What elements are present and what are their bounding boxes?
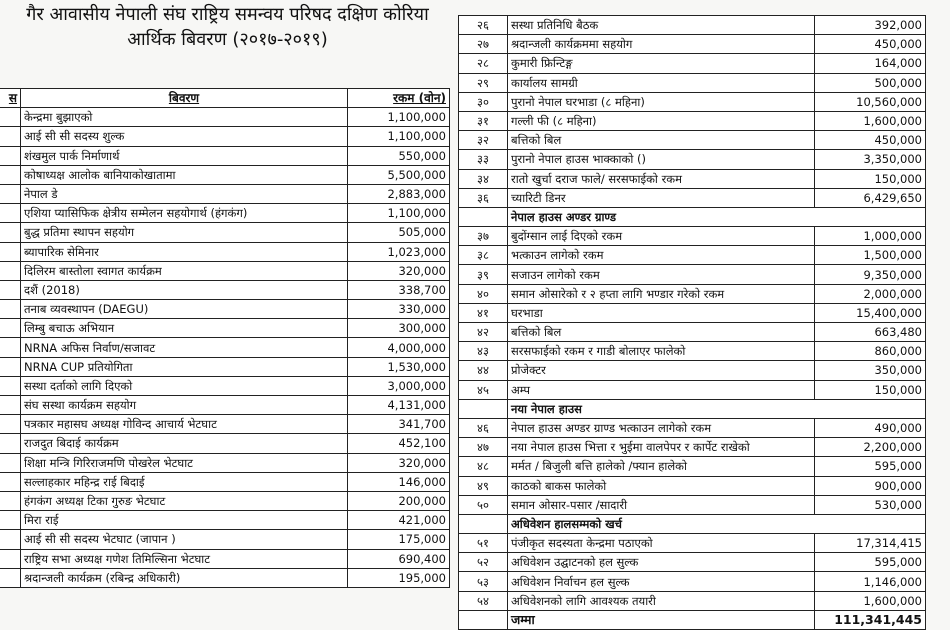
section-header-row [459, 207, 926, 226]
row-amount: 500,000 [815, 73, 926, 92]
section-header-row [459, 514, 926, 533]
row-amount: 450,000 [815, 35, 926, 54]
row-amount: 2,000,000 [815, 284, 926, 303]
row-serial: ३४ [459, 169, 508, 188]
row-description: नेपाल डे [21, 184, 348, 203]
row-serial: ४२ [459, 323, 508, 342]
row-description: समान ओसारेको र २ हप्ता लागि भण्डार गरेको रकम [508, 284, 815, 303]
row-serial: ५३ [459, 572, 508, 591]
row-amount: 320,000 [348, 261, 450, 280]
row-amount: 146,000 [348, 472, 450, 491]
row-serial: ३३ [459, 150, 508, 169]
row-serial [0, 319, 21, 338]
row-description: पंजीकृत सदस्यता केन्द्रमा पठाएको [508, 534, 815, 553]
row-description: कुमारी फ्रिन्टिङ्ग [508, 54, 815, 73]
row-description: काठको बाकस फालेको [508, 476, 815, 495]
row-serial: ३७ [459, 227, 508, 246]
table-row [0, 357, 450, 376]
row-description: गल्ली फी (८ महिना) [508, 111, 815, 130]
table-row [0, 165, 450, 184]
row-amount: 505,000 [348, 223, 450, 242]
row-amount: 320,000 [348, 453, 450, 472]
row-serial [0, 127, 21, 146]
row-amount: 452,100 [348, 434, 450, 453]
row-description: बत्तिको बिल [508, 131, 815, 150]
row-description: अधिवेशनको लागि आवश्यक तयारी [508, 591, 815, 610]
table-row [459, 418, 926, 437]
total-amount: 111,341,445 [815, 610, 926, 629]
row-amount: 330,000 [348, 300, 450, 319]
row-serial: ३९ [459, 265, 508, 284]
table-row [0, 127, 450, 146]
table-row [459, 73, 926, 92]
table-row [459, 572, 926, 591]
row-serial [0, 357, 21, 376]
section-header-row [459, 399, 926, 418]
row-description: राष्ट्रिय सभा अध्यक्ष गणेश तिमिल्सिना भेटघाट [21, 549, 348, 568]
row-amount: 595,000 [815, 457, 926, 476]
table-row [459, 303, 926, 322]
table-row [0, 261, 450, 280]
row-description: सल्लाहकार महिन्द्र राई बिदाई [21, 472, 348, 491]
row-amount: 1,600,000 [815, 591, 926, 610]
row-amount: 175,000 [348, 530, 450, 549]
row-amount: 4,131,000 [348, 396, 450, 415]
total-spacer [459, 610, 508, 629]
row-serial [0, 396, 21, 415]
row-serial: ३६ [459, 188, 508, 207]
table-row [0, 434, 450, 453]
total-row [459, 610, 926, 629]
section-title: नया नेपाल हाउस [508, 399, 926, 418]
row-serial: ४५ [459, 380, 508, 399]
row-serial: ४६ [459, 418, 508, 437]
row-description: श्रदान्जली कार्यक्रममा सहयोग [508, 35, 815, 54]
total-label: जम्मा [508, 610, 815, 629]
table-row [459, 169, 926, 188]
row-description: भत्काउन लागेको रकम [508, 246, 815, 265]
table-row [459, 265, 926, 284]
table-row [459, 246, 926, 265]
row-serial: ३१ [459, 111, 508, 130]
table-row [459, 150, 926, 169]
row-amount: 338,700 [348, 280, 450, 299]
section-title: नेपाल हाउस अण्डर ग्राण्ड [508, 207, 926, 226]
table-row [459, 54, 926, 73]
row-serial [0, 184, 21, 203]
expense-table-left [0, 88, 450, 588]
row-serial [0, 108, 21, 127]
table-row [459, 591, 926, 610]
row-amount: 4,000,000 [348, 338, 450, 357]
table-row [0, 396, 450, 415]
row-serial: ३२ [459, 131, 508, 150]
row-description: लिम्बु बचाऊ अभियान [21, 319, 348, 338]
row-amount: 1,100,000 [348, 204, 450, 223]
row-amount: 1,100,000 [348, 108, 450, 127]
row-serial [0, 146, 21, 165]
row-description: राजदुत बिदाई कार्यक्रम [21, 434, 348, 453]
table-row [0, 453, 450, 472]
row-amount: 150,000 [815, 380, 926, 399]
row-description: सस्था दर्ताको लागि दिएको [21, 376, 348, 395]
row-serial: २७ [459, 35, 508, 54]
table-row [0, 146, 450, 165]
row-amount: 1,530,000 [348, 357, 450, 376]
row-amount: 5,500,000 [348, 165, 450, 184]
row-serial [0, 261, 21, 280]
table-row [0, 415, 450, 434]
row-description: श्रदान्जली कार्यक्रम (रबिन्द्र अधिकारी) [21, 568, 348, 587]
row-description: नया नेपाल हाउस भित्ता र भुईमा वालपेपर र कार्पेट राखेको [508, 438, 815, 457]
row-description: हंगकंग अध्यक्ष टिका गुरुङ भेटघाट [21, 491, 348, 510]
row-description: केन्द्रमा बुझाएको [21, 108, 348, 127]
row-amount: 1,023,000 [348, 242, 450, 261]
table-row [0, 472, 450, 491]
row-amount: 300,000 [348, 319, 450, 338]
row-serial [0, 568, 21, 587]
row-serial [0, 338, 21, 357]
row-serial: ४३ [459, 342, 508, 361]
row-amount: 530,000 [815, 495, 926, 514]
table-row [0, 549, 450, 568]
row-serial [0, 549, 21, 568]
row-description: दिलिरम बास्तोला स्वागत कार्यक्रम [21, 261, 348, 280]
row-amount: 350,000 [815, 361, 926, 380]
row-serial: ५४ [459, 591, 508, 610]
table-row [459, 457, 926, 476]
header-description: बिवरण [21, 89, 348, 108]
row-serial: ५२ [459, 553, 508, 572]
row-amount: 550,000 [348, 146, 450, 165]
table-row [459, 111, 926, 130]
row-description: एशिया प्यासिफिक क्षेत्रीय सम्मेलन सहयोगार्थ (हंगकंग) [21, 204, 348, 223]
table-row [459, 35, 926, 54]
table-row [0, 242, 450, 261]
table-row [0, 204, 450, 223]
row-description: आई सी सी सदस्य भेटघाट (जापान ) [21, 530, 348, 549]
row-serial [0, 453, 21, 472]
row-description: दशैं (2018) [21, 280, 348, 299]
table-row [459, 227, 926, 246]
row-serial [0, 376, 21, 395]
row-serial: २६ [459, 16, 508, 35]
row-serial [0, 204, 21, 223]
table-row [459, 131, 926, 150]
row-amount: 9,350,000 [815, 265, 926, 284]
row-description: पुरानो नेपाल घरभाडा (८ महिना) [508, 92, 815, 111]
row-amount: 6,429,650 [815, 188, 926, 207]
row-serial: ४७ [459, 438, 508, 457]
table-row [459, 380, 926, 399]
row-serial: ४० [459, 284, 508, 303]
row-description: बुदोंग्सान लाई दिएको रकम [508, 227, 815, 246]
table-row [459, 92, 926, 111]
row-serial [0, 434, 21, 453]
document-subtitle: आर्थिक बिवरण (२०१७-२०१९) [127, 29, 328, 50]
row-serial: ३८ [459, 246, 508, 265]
row-description: तनाब व्यवस्थापन (DAEGU) [21, 300, 348, 319]
table-row [0, 300, 450, 319]
row-description: नेपाल हाउस अण्डर ग्राण्ड भत्काउन लागेको रकम [508, 418, 815, 437]
row-amount: 860,000 [815, 342, 926, 361]
row-serial: ३० [459, 92, 508, 111]
row-serial [0, 530, 21, 549]
row-amount: 164,000 [815, 54, 926, 73]
table-row [459, 323, 926, 342]
section-spacer [459, 207, 508, 226]
row-amount: 341,700 [348, 415, 450, 434]
expense-table-right [458, 15, 926, 630]
row-serial [0, 280, 21, 299]
row-description: समान ओसार-पसार /सादारी [508, 495, 815, 514]
row-amount: 595,000 [815, 553, 926, 572]
section-title: अधिवेशन हालसम्मको खर्च [508, 514, 926, 533]
row-amount: 1,100,000 [348, 127, 450, 146]
row-description: सजाउन लागेको रकम [508, 265, 815, 284]
row-serial: ४९ [459, 476, 508, 495]
row-description: मर्मत / बिजुली बत्ति हालेको /फ्यान हालेको [508, 457, 815, 476]
row-serial: ५१ [459, 534, 508, 553]
row-amount: 690,400 [348, 549, 450, 568]
table-header-row [0, 89, 450, 108]
row-amount: 195,000 [348, 568, 450, 587]
row-serial [0, 242, 21, 261]
row-description: बुद्ध प्रतिमा स्थापन सहयोग [21, 223, 348, 242]
row-description: सरसफाईको रकम र गाडी बोलाएर फालेको [508, 342, 815, 361]
row-amount: 900,000 [815, 476, 926, 495]
row-amount: 3,350,000 [815, 150, 926, 169]
row-description: बत्तिको बिल [508, 323, 815, 342]
row-amount: 17,314,415 [815, 534, 926, 553]
row-description: अम्प [508, 380, 815, 399]
row-description: पुरानो नेपाल हाउस भाक्काको () [508, 150, 815, 169]
row-amount: 1,146,000 [815, 572, 926, 591]
row-amount: 490,000 [815, 418, 926, 437]
row-serial [0, 491, 21, 510]
table-row [459, 438, 926, 457]
row-description: आई सी सी सदस्य शुल्क [21, 127, 348, 146]
row-description: रातो खुर्चा दराज फाले/ सरसफाईको रकम [508, 169, 815, 188]
table-row [459, 188, 926, 207]
row-serial: २८ [459, 54, 508, 73]
table-row [0, 491, 450, 510]
row-description: कोषाध्यक्ष आलोक बानियाकोखातामा [21, 165, 348, 184]
row-serial: ४१ [459, 303, 508, 322]
row-serial: २९ [459, 73, 508, 92]
table-row [459, 534, 926, 553]
row-description: अधिवेशन निर्वाचन हल सुल्क [508, 572, 815, 591]
table-row [459, 361, 926, 380]
table-row [0, 530, 450, 549]
row-serial: ४८ [459, 457, 508, 476]
row-amount: 1,500,000 [815, 246, 926, 265]
table-row [459, 16, 926, 35]
table-row [0, 184, 450, 203]
row-amount: 1,000,000 [815, 227, 926, 246]
row-amount: 15,400,000 [815, 303, 926, 322]
table-row [459, 553, 926, 572]
table-row [0, 223, 450, 242]
row-amount: 2,883,000 [348, 184, 450, 203]
section-spacer [459, 399, 508, 418]
table-row [0, 376, 450, 395]
row-amount: 663,480 [815, 323, 926, 342]
table-row [459, 342, 926, 361]
section-spacer [459, 514, 508, 533]
row-amount: 10,560,000 [815, 92, 926, 111]
table-row [459, 495, 926, 514]
header-serial: स [0, 89, 21, 108]
row-description: पत्रकार महासघ अध्यक्ष गोविन्द आचार्य भेटघाट [21, 415, 348, 434]
table-row [0, 108, 450, 127]
row-amount: 150,000 [815, 169, 926, 188]
row-serial [0, 300, 21, 319]
row-description: च्यारिटी डिनर [508, 188, 815, 207]
row-amount: 1,600,000 [815, 111, 926, 130]
row-description: अधिवेशन उद्घाटनको हल सुल्क [508, 553, 815, 572]
row-amount: 3,000,000 [348, 376, 450, 395]
row-serial [0, 165, 21, 184]
row-description: घरभाडा [508, 303, 815, 322]
row-description: संघ सस्था कार्यक्रम सहयोग [21, 396, 348, 415]
row-amount: 200,000 [348, 491, 450, 510]
row-amount: 450,000 [815, 131, 926, 150]
row-serial [0, 472, 21, 491]
header-amount: रकम (वोन) [348, 89, 450, 108]
row-description: ब्यापारिक सेमिनार [21, 242, 348, 261]
row-description: कार्यालय सामग्री [508, 73, 815, 92]
row-description: प्रोजेक्टर [508, 361, 815, 380]
row-description: शिक्षा मन्त्रि गिरिराजमणि पोखरेल भेटघाट [21, 453, 348, 472]
row-amount: 392,000 [815, 16, 926, 35]
row-amount: 2,200,000 [815, 438, 926, 457]
row-serial [0, 223, 21, 242]
table-row [459, 476, 926, 495]
row-description: मिरा राई [21, 511, 348, 530]
table-row [0, 338, 450, 357]
table-row [0, 568, 450, 587]
row-serial [0, 415, 21, 434]
row-serial: ५० [459, 495, 508, 514]
table-row [0, 319, 450, 338]
table-row [0, 511, 450, 530]
row-serial: ४४ [459, 361, 508, 380]
row-description: NRNA अफिस निर्वाण/सजावट [21, 338, 348, 357]
row-serial [0, 511, 21, 530]
row-description: NRNA CUP प्रतियोगिता [21, 357, 348, 376]
row-description: शंखमुल पार्क निर्माणार्थ [21, 146, 348, 165]
document-title: गैर आवासीय नेपाली संघ राष्ट्रिय समन्वय परिषद दक्षिण कोरिया [26, 4, 429, 25]
table-row [0, 280, 450, 299]
row-amount: 421,000 [348, 511, 450, 530]
row-description: सस्था प्रतिनिधि बैठक [508, 16, 815, 35]
table-row [459, 284, 926, 303]
